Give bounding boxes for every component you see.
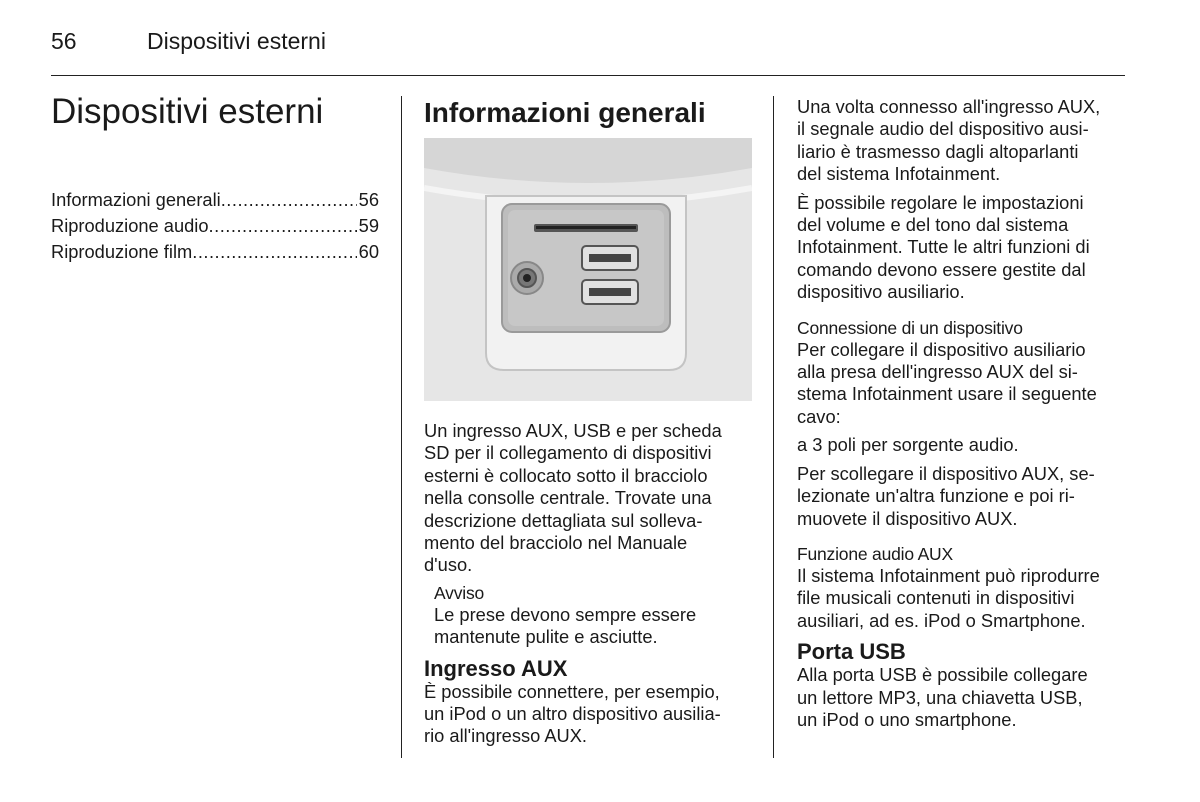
toc-entry-page: 59	[358, 215, 379, 236]
toc-leader	[209, 213, 357, 239]
aux-usb-sd-socket-illustration	[424, 138, 752, 401]
text-line: Infotainment. Tutte le altri funzioni di	[797, 236, 1090, 258]
cable-paragraph: a 3 poli per sorgente audio.	[797, 434, 1019, 456]
text-line: del sistema Infotainment.	[797, 163, 1001, 185]
toc-entry-label: Riproduzione film	[51, 241, 193, 262]
section-heading-general-info: Informazioni generali	[424, 97, 706, 128]
toc-entry[interactable]	[51, 187, 379, 213]
column-general-info	[424, 96, 754, 748]
text-line: liario è trasmesso dagli altoparlanti	[797, 140, 1079, 162]
column-divider-right	[773, 96, 774, 758]
text-line: È possibile regolare le impostazioni	[797, 191, 1084, 213]
text-line: Le prese devono sempre essere	[434, 603, 697, 625]
page-number: 56	[51, 28, 77, 54]
note-box	[424, 583, 754, 649]
section-heading-aux-input: Ingresso AUX	[424, 655, 568, 681]
text-line: Per scollegare il dispositivo AUX, se-	[797, 462, 1095, 484]
text-line: un lettore MP3, una chiavetta USB,	[797, 686, 1083, 708]
text-line: mento del bracciolo nel Manuale	[424, 532, 688, 554]
text-line: il segnale audio del dispositivo ausi-	[797, 118, 1089, 140]
text-line: stema Infotainment usare il seguente	[797, 383, 1097, 405]
note-text	[434, 604, 754, 649]
toc-entry-label: Informazioni generali	[51, 189, 221, 210]
usb-port-paragraph	[797, 664, 1127, 731]
toc-entry[interactable]	[51, 213, 379, 239]
text-line: comando devono essere gestite dal	[797, 258, 1086, 280]
text-line: SD per il collegamento di dispositivi	[424, 442, 712, 464]
text-line: rio all'ingresso AUX.	[424, 725, 588, 747]
text-line: mantenute pulite e asciutte.	[434, 626, 658, 648]
volume-settings-paragraph	[797, 192, 1127, 304]
text-line: esterni è collocato sotto il bracciolo	[424, 464, 708, 486]
aux-input-paragraph	[424, 681, 754, 748]
running-title: Dispositivi esterni	[147, 28, 326, 54]
text-line: Una volta connesso all'ingresso AUX,	[797, 96, 1101, 117]
table-of-contents	[51, 187, 379, 265]
text-line: Alla porta USB è possibile collegare	[797, 664, 1088, 686]
text-line: file musicali contenuti in dispositivi	[797, 587, 1075, 609]
toc-entry-page: 56	[358, 189, 379, 210]
text-line: d'uso.	[424, 554, 473, 576]
text-line: descrizione dettagliata sul solleva-	[424, 509, 703, 531]
text-line: dispositivo ausiliario.	[797, 281, 965, 303]
toc-entry[interactable]	[51, 239, 379, 265]
aux-audio-paragraph	[797, 565, 1127, 632]
text-line: muovete il dispositivo AUX.	[797, 507, 1018, 529]
column-aux-usb	[797, 96, 1127, 731]
text-line: del volume e del tono dal sistema	[797, 214, 1069, 236]
column-divider-left	[401, 96, 402, 758]
text-line: alla presa dell'ingresso AUX del si-	[797, 361, 1078, 383]
text-line: Per collegare il dispositivo ausiliario	[797, 338, 1086, 360]
text-line: nella consolle centrale. Trovate una	[424, 487, 712, 509]
disconnect-paragraph	[797, 463, 1127, 530]
subheading-aux-audio: Funzione audio AUX	[797, 543, 953, 564]
chapter-title: Dispositivi esterni	[51, 92, 324, 131]
section-heading-usb-port: Porta USB	[797, 639, 906, 665]
text-line: ausiliari, ad es. iPod o Smartphone.	[797, 609, 1086, 631]
toc-leader	[221, 187, 357, 213]
text-line: un iPod o uno smartphone.	[797, 708, 1017, 730]
toc-entry-label: Riproduzione audio	[51, 215, 209, 236]
note-title: Avviso	[434, 582, 485, 603]
text-line: È possibile connettere, per esempio,	[424, 680, 720, 702]
text-line: lezionate un'altra funzione e poi ri-	[797, 485, 1075, 507]
intro-paragraph	[424, 420, 754, 577]
toc-leader	[192, 239, 356, 265]
header-divider	[51, 75, 1125, 76]
text-line: Il sistema Infotainment può riprodurre	[797, 564, 1100, 586]
text-line: Un ingresso AUX, USB e per scheda	[424, 420, 722, 441]
aux-signal-paragraph	[797, 96, 1127, 186]
text-line: cavo:	[797, 405, 841, 427]
toc-entry-page: 60	[358, 241, 379, 262]
connect-paragraph	[797, 339, 1127, 429]
subheading-connect-device: Connessione di un dispositivo	[797, 317, 1023, 338]
text-line: un iPod o un altro dispositivo ausilia-	[424, 703, 721, 725]
